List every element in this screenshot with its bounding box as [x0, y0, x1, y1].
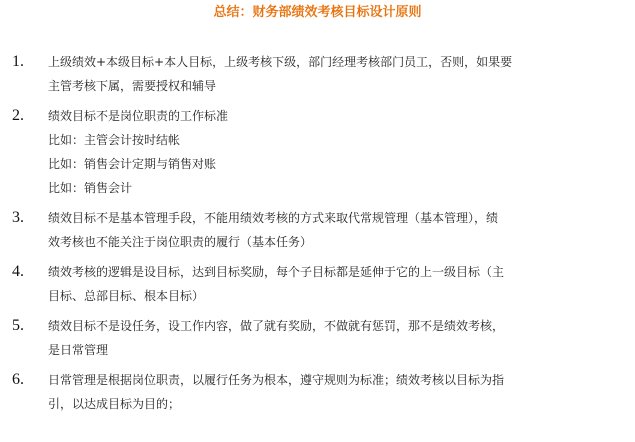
- item-text: 是日常管理: [48, 343, 109, 357]
- item-text: 日常管理是根据岗位职责，以履行任务为根本，遵守规则为标准；绩效考核以目标为指: [48, 373, 505, 387]
- item-text: 引，以达成目标为目的；: [48, 397, 181, 411]
- item-body: [48, 50, 630, 98]
- item-text: 绩效目标不是基本管理手段，不能用绩效考核的方式来取代常规管理（基本管理），绩: [48, 211, 499, 225]
- item-number: 1.: [12, 53, 24, 70]
- list-item: [12, 314, 630, 362]
- list-item: [12, 260, 630, 308]
- item-text: 主管考核下属，需要授权和辅导: [48, 79, 217, 93]
- list-item: [12, 50, 630, 98]
- item-number: 5.: [12, 317, 24, 334]
- item-text: 绩效考核的逻辑是设目标，达到目标奖励，每个子目标都是延伸于它的上一级目标（主: [48, 265, 505, 279]
- item-body: [48, 206, 630, 254]
- item-body: [48, 260, 630, 308]
- item-number: 2.: [12, 107, 24, 124]
- item-text: 效考核也不能关注于岗位职责的履行（基本任务）: [48, 235, 313, 249]
- item-number: 4.: [12, 263, 24, 280]
- principles-list: [12, 50, 630, 416]
- item-body: [48, 368, 630, 416]
- list-item: [12, 104, 630, 200]
- page-title: 总结：财务部绩效考核目标设计原则: [213, 5, 422, 20]
- example-text: 比如：销售会计: [48, 181, 133, 195]
- list-item: [12, 368, 630, 416]
- item-text: 绩效目标不是岗位职责的工作标准: [48, 109, 229, 123]
- item-number: 3.: [12, 209, 24, 226]
- example-text: 比如：销售会计定期与销售对账: [48, 157, 217, 171]
- item-text: 绩效目标不是设任务，设工作内容，做了就有奖励，不做就有惩罚，那不是绩效考核，: [48, 319, 505, 333]
- item-text: 目标、总部目标、根本目标）: [48, 289, 205, 303]
- item-number: 6.: [12, 371, 24, 388]
- example-text: 比如：主管会计按时结帐: [48, 133, 181, 147]
- list-item: [12, 206, 630, 254]
- item-text: 上级绩效+本级目标+本人目标，上级考核下级，部门经理考核部门员工，否则，如果要: [48, 55, 513, 69]
- item-body: [48, 104, 630, 200]
- item-body: [48, 314, 630, 362]
